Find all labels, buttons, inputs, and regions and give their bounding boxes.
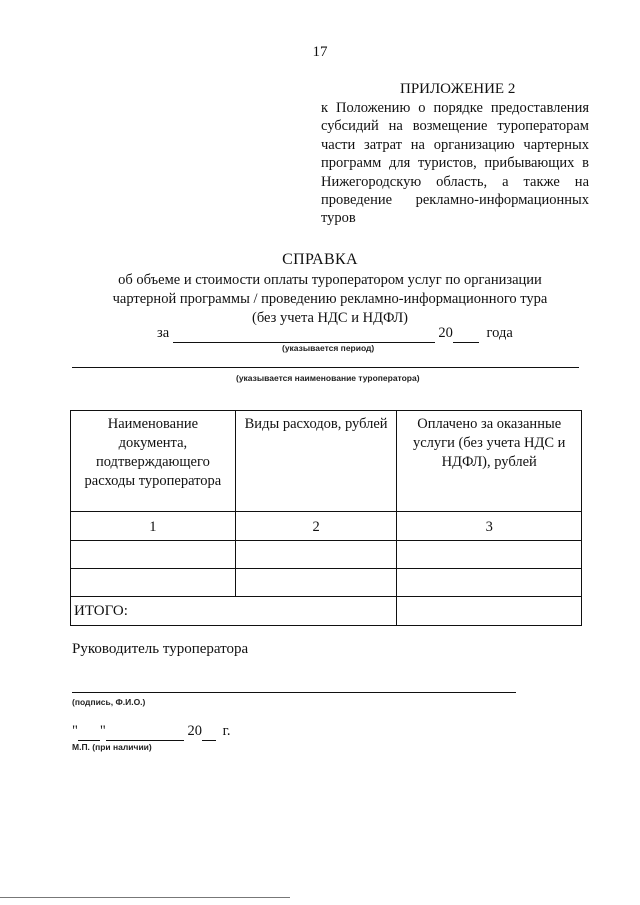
appendix-line: Нижегородскую область, а также на — [321, 173, 589, 190]
head-of-operator-label: Руководитель туроператора — [72, 641, 249, 657]
year-prefix: 20 — [438, 325, 453, 341]
table-cell[interactable] — [397, 569, 582, 597]
appendix-line: проведение рекламно-информационных — [321, 192, 589, 209]
table-row — [71, 541, 582, 569]
month-blank[interactable] — [106, 723, 184, 741]
page-number: 17 — [312, 44, 328, 60]
appendix-line: туров — [321, 210, 356, 227]
date-field — [72, 723, 231, 741]
table-total-row — [71, 597, 582, 626]
period-hint: (указывается период) — [282, 343, 375, 353]
scan-edge-artifact — [0, 897, 290, 898]
appendix-line: программ для туристов, прибывающих в — [321, 155, 589, 172]
table-cell[interactable] — [71, 541, 236, 569]
column-number: 1 — [71, 512, 236, 541]
subtitle-line: об объеме и стоимости оплаты туроператором услуг по организации — [118, 272, 542, 288]
table-cell[interactable] — [397, 541, 582, 569]
table-cell[interactable] — [235, 541, 397, 569]
seal-hint: М.П. (при наличии) — [72, 742, 152, 752]
date-quote-close: " — [99, 723, 106, 739]
signature-blank[interactable] — [72, 692, 516, 693]
signature-hint: (подпись, Ф.И.О.) — [72, 697, 146, 707]
date-year-blank[interactable] — [202, 723, 216, 741]
header-document-name: Наименование документа, подтверждающего расходы туроператора — [71, 411, 236, 512]
subtitle-line: чартерной программы / проведению рекламно-информационного тура — [112, 291, 548, 307]
operator-hint: (указывается наименование туроператора) — [236, 373, 420, 383]
appendix-line: к Положению о порядке предоставления — [321, 100, 589, 116]
table-row — [71, 569, 582, 597]
day-blank[interactable] — [78, 723, 100, 741]
header-expense-types: Виды расходов, рублей — [235, 411, 397, 512]
operator-name-blank[interactable] — [72, 367, 579, 368]
document-title: СПРАВКА — [282, 251, 358, 268]
year-blank[interactable] — [453, 325, 479, 343]
subtitle-line: (без учета НДС и НДФЛ) — [252, 310, 408, 326]
appendix-line: части затрат на организацию чартерных — [321, 136, 589, 153]
table-column-numbers-row — [71, 512, 582, 541]
column-number: 2 — [235, 512, 397, 541]
period-field — [157, 325, 513, 343]
year-suffix: года — [486, 325, 513, 341]
total-value-cell[interactable] — [397, 597, 582, 626]
appendix-line: субсидий на возмещение туроператорам — [321, 118, 589, 135]
appendix-description — [321, 99, 589, 228]
date-year-prefix: 20 — [187, 723, 202, 739]
date-quote-open: " — [72, 723, 78, 739]
expenses-table — [70, 410, 582, 626]
table-cell[interactable] — [235, 569, 397, 597]
appendix-title: ПРИЛОЖЕНИЕ 2 — [400, 81, 516, 97]
document-subtitle — [60, 271, 600, 328]
column-number: 3 — [397, 512, 582, 541]
date-year-suffix: г. — [222, 723, 231, 739]
header-paid-amount: Оплачено за оказанные услуги (без учета НДС и НДФЛ), рублей — [397, 411, 582, 512]
total-label: ИТОГО: — [71, 597, 397, 626]
table-cell[interactable] — [71, 569, 236, 597]
table-header-row — [71, 411, 582, 512]
period-prefix: за — [157, 325, 170, 341]
period-blank[interactable] — [173, 325, 435, 343]
